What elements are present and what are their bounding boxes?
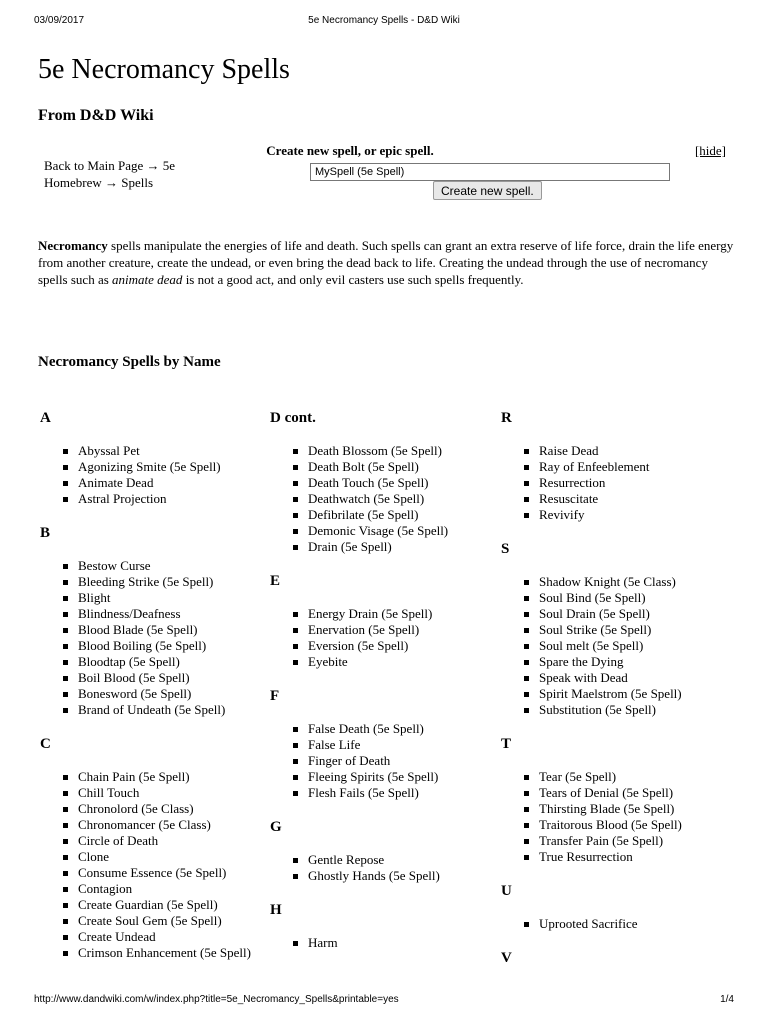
spell-link[interactable]: Ray of Enfeeblement <box>539 459 726 475</box>
page-subtitle: From D&D Wiki <box>38 107 154 124</box>
breadcrumb-arrow: → <box>146 158 160 173</box>
create-spell-title: Create new spell, or epic spell. <box>266 143 434 158</box>
spell-link[interactable]: Shadow Knight (5e Class) <box>539 574 726 590</box>
spell-link[interactable]: Bestow Curse <box>78 558 265 574</box>
spell-link[interactable]: Death Blossom (5e Spell) <box>308 443 495 459</box>
spell-link[interactable]: Crimson Enhancement (5e Spell) <box>78 945 265 961</box>
letter-heading: E <box>270 573 281 589</box>
spell-list <box>270 935 495 951</box>
spell-list <box>270 606 495 670</box>
letter-heading: C <box>40 736 51 752</box>
spell-link[interactable]: False Death (5e Spell) <box>308 721 495 737</box>
spell-link[interactable]: Resurrection <box>539 475 726 491</box>
letter-group <box>501 734 726 865</box>
spell-link[interactable]: Bonesword (5e Spell) <box>78 686 265 702</box>
spell-link[interactable]: Eversion (5e Spell) <box>308 638 495 654</box>
spell-link[interactable]: Chronolord (5e Class) <box>78 801 265 817</box>
spell-link[interactable]: Revivify <box>539 507 726 523</box>
spell-link[interactable]: Tear (5e Spell) <box>539 769 726 785</box>
letter-group <box>270 817 495 884</box>
spell-link[interactable]: Boil Blood (5e Spell) <box>78 670 265 686</box>
letter-group <box>270 408 495 555</box>
spell-link[interactable]: Create Undead <box>78 929 265 945</box>
spell-link[interactable]: Enervation (5e Spell) <box>308 622 495 638</box>
breadcrumb-spells[interactable]: Spells <box>121 175 154 190</box>
letter-group <box>40 523 265 718</box>
letter-heading: A <box>40 410 51 426</box>
spell-link[interactable]: Tears of Denial (5e Spell) <box>539 785 726 801</box>
spell-link[interactable]: Spirit Maelstrom (5e Spell) <box>539 686 726 702</box>
spell-link[interactable]: Bloodtap (5e Spell) <box>78 654 265 670</box>
spell-link[interactable]: Gentle Repose <box>308 852 495 868</box>
spell-list <box>270 721 495 801</box>
spell-link[interactable]: Demonic Visage (5e Spell) <box>308 523 495 539</box>
spell-link[interactable]: Create Soul Gem (5e Spell) <box>78 913 265 929</box>
spell-link[interactable]: Transfer Pain (5e Spell) <box>539 833 726 849</box>
letter-group <box>501 881 726 932</box>
intro-paragraph <box>38 237 738 288</box>
spell-link[interactable]: Create Guardian (5e Spell) <box>78 897 265 913</box>
intro-term: Necromancy <box>38 238 108 253</box>
spell-link[interactable]: Ghostly Hands (5e Spell) <box>308 868 495 884</box>
letter-heading: G <box>270 819 282 835</box>
page-title: 5e Necromancy Spells <box>38 54 290 85</box>
create-spell-button[interactable]: Create new spell. <box>433 181 542 200</box>
spell-list <box>40 443 265 507</box>
letter-heading: T <box>501 736 512 752</box>
spell-link[interactable]: False Life <box>308 737 495 753</box>
spell-link[interactable]: Bleeding Strike (5e Spell) <box>78 574 265 590</box>
breadcrumb-arrow: → <box>105 175 119 190</box>
letter-heading: D cont. <box>270 410 316 426</box>
spell-link[interactable]: Fleeing Spirits (5e Spell) <box>308 769 495 785</box>
spell-link[interactable]: Substitution (5e Spell) <box>539 702 726 718</box>
print-footer <box>34 994 734 1008</box>
intro-text-1: spells manipulate the energies of life and death. Such spells can grant an extra reserve of life force, drain the life energy from another creature, create the undead, or even bring the dead back to life. Creating the undead through the use of necromancy spells such as <box>38 238 734 287</box>
letter-heading: F <box>270 688 280 704</box>
spell-link[interactable]: Blood Boiling (5e Spell) <box>78 638 265 654</box>
letter-heading: R <box>501 410 512 426</box>
spell-link[interactable]: Death Bolt (5e Spell) <box>308 459 495 475</box>
print-title: 5e Necromancy Spells - D&D Wiki <box>308 15 460 26</box>
spell-link[interactable]: Finger of Death <box>308 753 495 769</box>
spell-link[interactable]: Astral Projection <box>78 491 265 507</box>
letter-group <box>40 734 265 961</box>
spell-link[interactable]: Chill Touch <box>78 785 265 801</box>
spell-column-1 <box>40 408 265 977</box>
spell-link[interactable]: Harm <box>308 935 495 951</box>
letter-heading: S <box>501 541 510 557</box>
spell-link[interactable]: Drain (5e Spell) <box>308 539 495 555</box>
spell-link[interactable]: Raise Dead <box>539 443 726 459</box>
letter-group <box>501 539 726 718</box>
spell-link[interactable]: Chronomancer (5e Class) <box>78 817 265 833</box>
spell-link[interactable]: Eyebite <box>308 654 495 670</box>
spell-link[interactable]: Soul Bind (5e Spell) <box>539 590 726 606</box>
spell-column-2 <box>270 408 495 967</box>
breadcrumb <box>44 157 224 191</box>
spell-link[interactable]: Defibrilate (5e Spell) <box>308 507 495 523</box>
spell-link[interactable]: Blood Blade (5e Spell) <box>78 622 265 638</box>
intro-text-2: is not a good act, and only evil casters use such spells frequently. <box>182 272 524 287</box>
spell-link[interactable]: Traitorous Blood (5e Spell) <box>539 817 726 833</box>
spell-link[interactable]: Resuscitate <box>539 491 726 507</box>
letter-group <box>270 900 495 951</box>
create-spell-box <box>250 142 730 202</box>
letter-heading: H <box>270 902 282 918</box>
spell-list <box>501 574 726 718</box>
spell-link[interactable]: Thirsting Blade (5e Spell) <box>539 801 726 817</box>
spell-list <box>501 769 726 865</box>
spell-link[interactable]: Circle of Death <box>78 833 265 849</box>
spell-link[interactable]: Deathwatch (5e Spell) <box>308 491 495 507</box>
spell-link[interactable]: Flesh Fails (5e Spell) <box>308 785 495 801</box>
spell-list <box>40 769 265 961</box>
section-title: Necromancy Spells by Name <box>38 354 221 370</box>
spell-name-input[interactable] <box>310 163 670 181</box>
spell-link[interactable]: Consume Essence (5e Spell) <box>78 865 265 881</box>
print-header <box>34 15 734 29</box>
print-date: 03/09/2017 <box>34 15 85 26</box>
print-page-number: 1/4 <box>720 994 734 1005</box>
breadcrumb-homebrew[interactable]: 5e Homebrew <box>44 158 176 190</box>
spell-list <box>270 443 495 555</box>
spell-list <box>270 852 495 884</box>
spell-link[interactable]: Soul melt (5e Spell) <box>539 638 726 654</box>
spell-link[interactable]: Animate Dead <box>78 475 265 491</box>
spell-link[interactable]: Blight <box>78 590 265 606</box>
spell-link[interactable]: Blindness/Deafness <box>78 606 265 622</box>
spell-link[interactable]: Contagion <box>78 881 265 897</box>
spell-column-3 <box>501 408 726 968</box>
spell-link[interactable]: Spare the Dying <box>539 654 726 670</box>
spell-list <box>501 916 726 932</box>
spell-link[interactable]: Abyssal Pet <box>78 443 265 459</box>
intro-italic: animate dead <box>112 272 183 287</box>
spell-link[interactable]: Brand of Undeath (5e Spell) <box>78 702 265 718</box>
spell-link[interactable]: True Resurrection <box>539 849 726 865</box>
letter-heading: U <box>501 883 512 899</box>
spell-link[interactable]: Speak with Dead <box>539 670 726 686</box>
hide-link[interactable]: [hide] <box>694 143 726 158</box>
letter-group <box>40 408 265 507</box>
print-url: http://www.dandwiki.com/w/index.php?title=5e_Necromancy_Spells&printable=yes <box>34 994 399 1005</box>
spell-list <box>501 443 726 523</box>
spell-link[interactable]: Soul Drain (5e Spell) <box>539 606 726 622</box>
spell-link[interactable]: Agonizing Smite (5e Spell) <box>78 459 265 475</box>
spell-link[interactable]: Uprooted Sacrifice <box>539 916 726 932</box>
spell-link[interactable]: Soul Strike (5e Spell) <box>539 622 726 638</box>
letter-group <box>270 571 495 670</box>
spell-list <box>40 558 265 718</box>
letter-group <box>270 686 495 801</box>
spell-link[interactable]: Chain Pain (5e Spell) <box>78 769 265 785</box>
letter-group <box>501 408 726 523</box>
spell-link[interactable]: Clone <box>78 849 265 865</box>
breadcrumb-main-page[interactable]: Back to Main Page <box>44 158 144 173</box>
letter-heading: B <box>40 525 51 541</box>
spell-link[interactable]: Energy Drain (5e Spell) <box>308 606 495 622</box>
letter-group <box>501 948 726 968</box>
letter-heading: V <box>501 950 512 966</box>
spell-link[interactable]: Death Touch (5e Spell) <box>308 475 495 491</box>
